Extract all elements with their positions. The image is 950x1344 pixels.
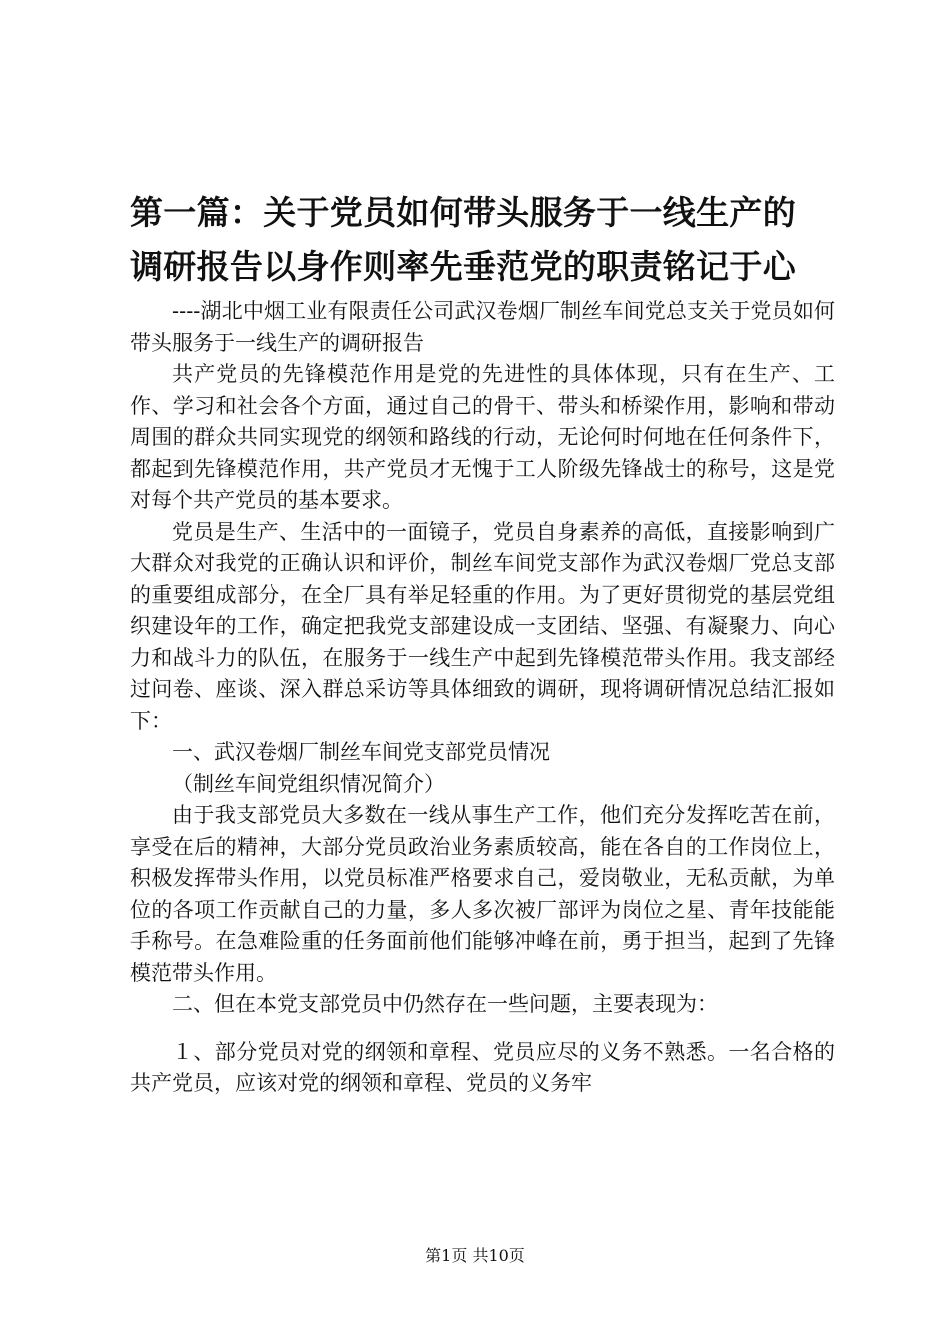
section-heading-1: 一、武汉卷烟厂制丝车间党支部党员情况 bbox=[172, 740, 550, 764]
paragraph: 党员是生产、生活中的一面镜子，党员自身素养的高低，直接影响到广大群众对我党的正确认识和评价，制丝车间党支部作为武汉卷烟厂党总支部的重要组成部分，在全厂具有举足轻重的作用。为了更好贯彻党的基层党组织建设年的工作，确定把我党支部建设成一支团结、坚强、有凝聚力、向心力和战斗力的队伍，在服务于一线生产中起到先锋模范带头作用。我支部经过问卷、座谈、深入群总采访等具体细致的调研，现将调研情况总结汇报如下： bbox=[130, 519, 835, 733]
paragraph: 由于我支部党员大多数在一线从事生产工作，他们充分发挥吃苦在前，享受在后的精神，大部分党员政治业务素质较高，能在各自的工作岗位上，积极发挥带头作用，以党员标准严格要求自己，爱岗敬业，无私贡献，为单位的各项工作贡献自己的力量，多人多次被厂部评为岗位之星、青年技能能手称号。在急难险重的任务面前他们能够冲峰在前，勇于担当，起到了先锋模范带头作用。 bbox=[130, 803, 835, 985]
list-item-1: １、部分党员对党的纲领和章程、党员应尽的义务不熟悉。一名合格的共产党员，应该对党的纲领和章程、党员的义务牢 bbox=[130, 1039, 835, 1095]
section-note: （制丝车间党组织情况简介） bbox=[172, 771, 445, 796]
paragraph-subtitle: ----湖北中烟工业有限责任公司武汉卷烟厂制丝车间党总支关于党员如何带头服务于一线生产的调研报告 bbox=[130, 299, 835, 355]
document-title bbox=[130, 186, 830, 294]
paragraph: 共产党员的先锋模范作用是党的先进性的具体体现，只有在生产、工作、学习和社会各个方面，通过自己的骨干、带头和桥梁作用，影响和带动周围的群众共同实现党的纲领和路线的行动，无论何时何地在任何条件下，都起到先锋模范作用，共产党员才无愧于工人阶级先锋战士的称号，这是党对每个共产党员的基本要求。 bbox=[130, 362, 835, 512]
title-line-2: 调研报告以身作则率先垂范党的职责铭记于心 bbox=[130, 247, 796, 286]
document-body bbox=[130, 296, 835, 1100]
page-footer: 第1页 共10页 bbox=[425, 1246, 525, 1265]
title-line-1: 第一篇：关于党员如何带头服务于一线生产的 bbox=[130, 193, 796, 232]
section-heading-2: 二、但在本党支部党员中仍然存在一些问题，主要表现为： bbox=[172, 992, 718, 1016]
